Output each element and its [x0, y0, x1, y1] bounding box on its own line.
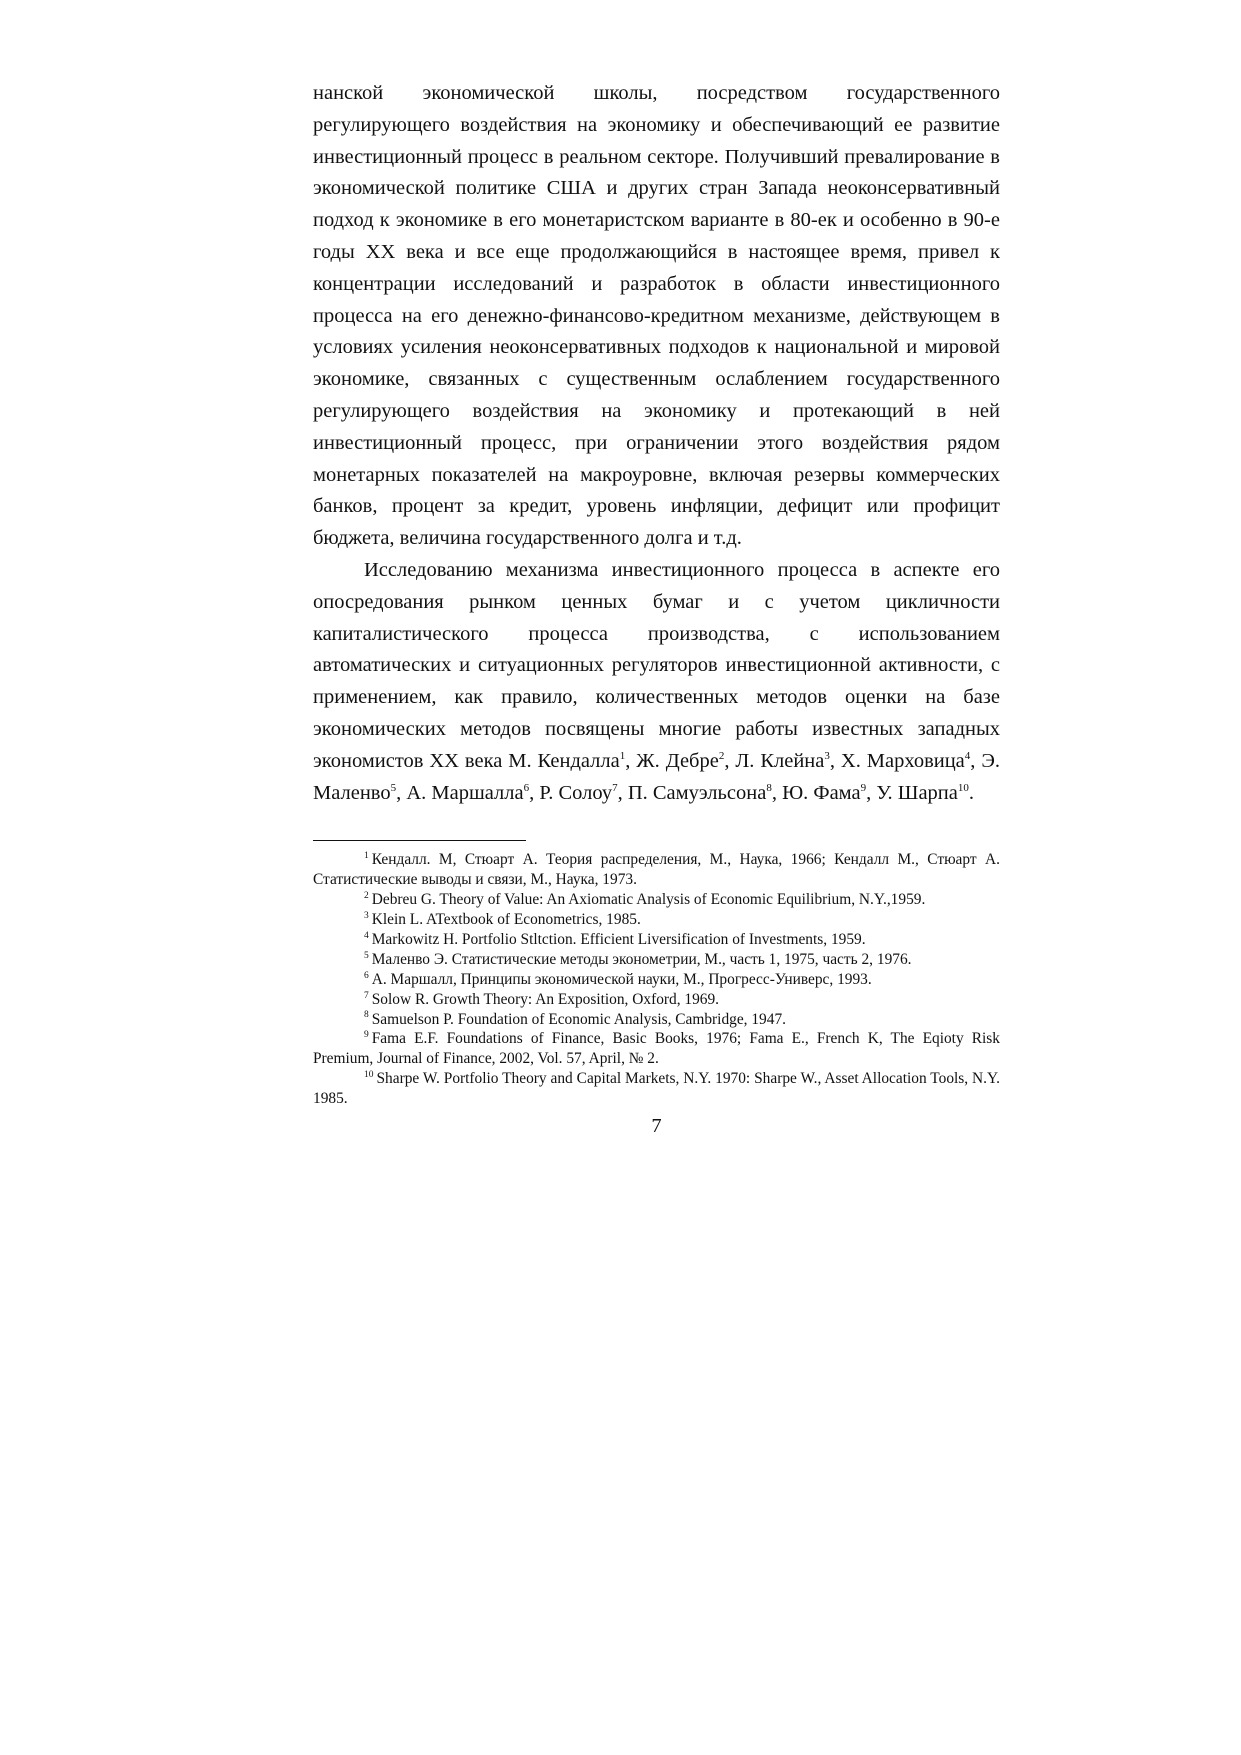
footnote-number: 4 — [364, 930, 369, 941]
footnotes — [313, 850, 1000, 1109]
footnote-text: Debreu G. Theory of Value: An Axiomatic Analysis of Economic Equilibrium, N.Y.,1959. — [371, 891, 926, 909]
footnote-number: 5 — [364, 950, 369, 961]
economist-name: Ж. Дебре — [636, 749, 719, 772]
footnote-text: А. Маршалл, Принципы экономической науки, М., Прогресс-Универс, 1993. — [371, 970, 872, 988]
economist-name: П. Самуэльсона — [627, 781, 767, 804]
footnote-ref[interactable]: 10 — [957, 781, 969, 794]
footnote-number: 3 — [364, 910, 369, 921]
footnote-ref[interactable]: 8 — [766, 781, 772, 794]
footnote-number: 1 — [364, 851, 369, 862]
footnote-item — [313, 1010, 1000, 1030]
footnote-text: Sharpe W. Portfolio Theory and Capital Markets, N.Y. 1970: Sharpe W., Asset Allocation Tools, N.Y. 1985. — [313, 1070, 1000, 1108]
name-separator: , — [771, 781, 783, 804]
footnote-text: Маленво Э. Статистические методы эконометрии, М., часть 1, 1975, часть 2, 1976. — [371, 950, 912, 968]
footnote-item — [313, 990, 1000, 1010]
economist-name: Х. Марховица — [840, 749, 965, 772]
body-paragraph-2 — [313, 555, 1000, 809]
name-separator: , — [866, 781, 877, 804]
footnote-divider — [313, 840, 526, 841]
footnote-ref[interactable]: 2 — [718, 749, 725, 762]
footnote-item — [313, 850, 1000, 890]
footnote-ref[interactable]: 9 — [860, 781, 867, 794]
economist-name: М. Кендалла — [508, 749, 620, 772]
page-number: 7 — [651, 1115, 662, 1138]
name-separator: , — [396, 781, 407, 804]
name-separator: , — [625, 749, 637, 772]
footnote-text: Fama E.F. Foundations of Finance, Basic Books, 1976; Fama E., French K, The Eqioty Risk Premium, Journal of Finance, 2002, Vol. 57, April, № 2. — [313, 1030, 1000, 1068]
footnote-text: Markowitz H. Portfolio Stltction. Efficient Liversification of Investments, 1959. — [371, 930, 866, 948]
footnote-ref[interactable]: 1 — [619, 749, 626, 762]
name-separator: , — [529, 781, 540, 804]
body-paragraph-2-intro: Исследованию механизма инвестиционного процесса в аспекте его опосредования рынком ценных бумаг и с учетом цикличности капиталистического процесса производства, с использованием автоматических и ситуационных регуляторов инвестиционной активности, с применением, как правило, количественных методов оценки на базе экономических методов посвящены многие работы известных западных экономистов XX века — [313, 558, 1000, 772]
economist-name: Л. Клейна — [735, 749, 825, 772]
footnote-number: 8 — [364, 1010, 369, 1021]
footnote-number: 7 — [364, 990, 369, 1001]
economist-name: У. Шарпа — [876, 781, 958, 804]
name-separator: , — [829, 749, 841, 772]
footnote-number: 9 — [364, 1030, 369, 1041]
body-paragraph-1: нанской экономической школы, посредством государственного регулирующего воздействия на экономику и обеспечивающий ее развитие инвестиционный процесс в реальном секторе. Получивший превалирование в экономической политике США и других стран Запада неоконсервативный подход к экономике в его монетаристском варианте в 80-ек и особенно в 90-е годы XX века и все еще продолжающийся в настоящее время, привел к концентрации исследований и разработок в области инвестиционного процесса на его денежно-финансово-кредитном механизме, действующем в условиях усиления неоконсервативных подходов к национальной и мировой экономике, связанных с существенным ослаблением государственного регулирующего воздействия на экономику и протекающий в ней инвестиционный процесс, при ограничении этого воздействия рядом монетарных показателей на макроуровне, включая резервы коммерческих банков, процент за кредит, уровень инфляции, дефицит или профицит бюджета, величина государственного долга и т.д. — [313, 82, 1000, 550]
footnote-ref[interactable]: 5 — [390, 781, 397, 794]
footnote-number: 10 — [364, 1070, 374, 1081]
footnote-item — [313, 1069, 1000, 1109]
economist-name: Э. Маленво — [313, 749, 1001, 804]
footnote-ref[interactable]: 6 — [523, 781, 530, 794]
footnote-item — [313, 970, 1000, 990]
name-separator: . — [968, 781, 975, 804]
footnote-text: Solow R. Growth Theory: An Exposition, Oxford, 1969. — [371, 990, 720, 1008]
footnote-item — [313, 1029, 1000, 1069]
footnote-item — [313, 950, 1000, 970]
footnote-text: Klein L. ATextbook of Econometrics, 1985. — [371, 911, 641, 929]
name-separator: , — [617, 781, 628, 804]
footnote-number: 6 — [364, 970, 369, 981]
footnote-text: Кендалл. М, Стюарт А. Теория распределения, М., Наука, 1966; Кендалл М., Стюарт А. Статистические выводы и связи, М., Наука, 1973. — [313, 851, 1000, 889]
footnote-ref[interactable]: 7 — [612, 781, 618, 794]
footnote-ref[interactable]: 3 — [824, 749, 830, 762]
name-separator: , — [970, 749, 982, 772]
economist-name: А. Маршалла — [406, 781, 524, 804]
footnote-number: 2 — [364, 891, 369, 902]
page-content — [313, 78, 1000, 1138]
footnote-item — [313, 930, 1000, 950]
footnote-text: Samuelson P. Foundation of Economic Analysis, Cambridge, 1947. — [371, 1010, 786, 1028]
economist-name: Ю. Фама — [782, 781, 861, 804]
footnote-item — [313, 910, 1000, 930]
name-separator: , — [724, 749, 736, 772]
footnote-ref[interactable]: 4 — [964, 749, 971, 762]
economist-name: Р. Солоу — [539, 781, 613, 804]
footnote-item — [313, 890, 1000, 910]
